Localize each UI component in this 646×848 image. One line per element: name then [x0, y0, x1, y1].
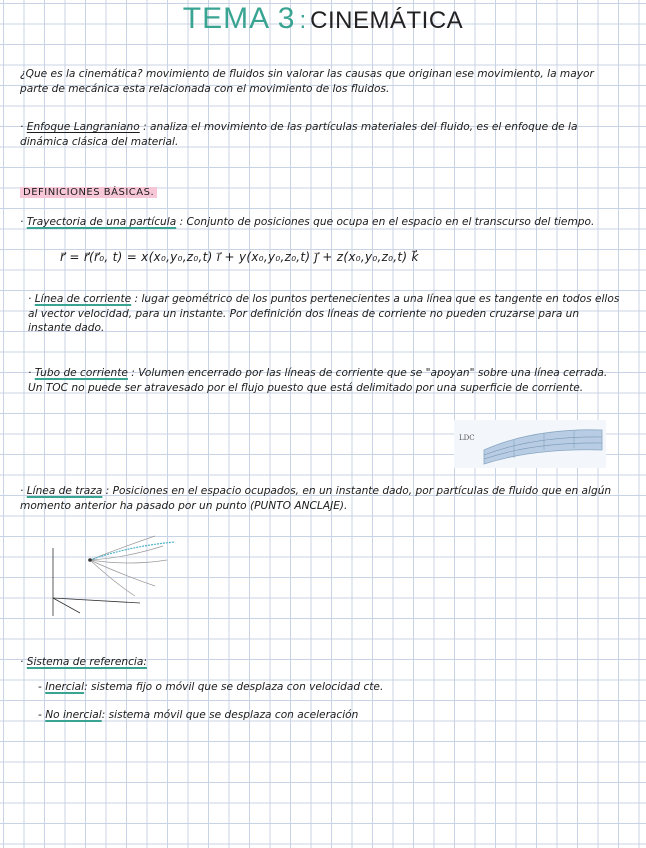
sistema-item-1: - Inercial: sistema fijo o móvil que se desplaza con velocidad cte.: [38, 681, 384, 693]
title-main: TEMA 3: [182, 2, 296, 35]
axis-y: [53, 598, 140, 603]
streakline-figure: [35, 528, 180, 618]
linea-corriente-term: Línea de corriente: [34, 293, 132, 305]
lagrange-text: : analiza el movimiento de las partículas materiales del fluido, es el enfoque de la dinámica clásica del material.: [20, 121, 578, 148]
pathline-3: [90, 560, 167, 563]
stream-tube-figure: [454, 420, 606, 468]
axis-x: [53, 598, 80, 613]
linea-traza-text: : Posiciones en el espacio ocupados, en un instante dado, por partículas de fluido que en algún momento anterior ha pasado por un punto (PUNTO ANCLAJE).: [20, 485, 612, 512]
pathline-4: [90, 560, 155, 586]
title-colon: :: [299, 7, 307, 34]
pathline-2: [90, 546, 163, 560]
tubo-corriente-term: Tubo de corriente: [34, 367, 128, 379]
tubo-corriente-text: : Volumen encerrado por las líneas de corriente que se "apoyan" sobre una línea cerrada. Un TOC no puede ser atravesado por el flujo puesto que está delimitado por una superficie de corriente.: [28, 367, 608, 394]
pathline-5: [90, 560, 135, 596]
definitions-heading: DEFINICIONES BÁSICAS.: [20, 187, 157, 198]
tube-label: LDC: [459, 434, 475, 442]
sistema-item-2-text: : sistema móvil que se desplaza con aceleración: [101, 709, 359, 721]
sistema-item-2: - No inercial: sistema móvil que se desplaza con aceleración: [38, 709, 359, 721]
sistema-referencia-heading: Sistema de referencia:: [26, 656, 147, 668]
title-sub: CINEMÁTICA: [310, 7, 464, 34]
sistema-item-2-term: No inercial: [45, 709, 102, 721]
lagrange-paragraph: · Enfoque Langraniano : analiza el movimiento de las partículas materiales del fluido, es el enfoque de la dinámica clásica del material.: [20, 121, 578, 148]
linea-corriente-text: : lugar geométrico de los puntos pertenecientes a una línea que es tangente en todos ellos al vector velocidad, para un instante. Por definición dos líneas de corriente no pueden cruzarse para un instante dado.: [28, 293, 620, 334]
linea-traza-paragraph: · Línea de traza : Posiciones en el espacio ocupados, en un instante dado, por partículas de fluido que en algún momento anterior ha pasado por un punto (PUNTO ANCLAJE).: [20, 485, 612, 512]
trayectoria-paragraph: · Trayectoria de una partícula : Conjunto de posiciones que ocupa en el espacio en el transcurso del tiempo.: [20, 216, 595, 228]
intro-paragraph: [20, 67, 620, 96]
definitions-heading-wrap: [20, 180, 157, 199]
page-title: [0, 2, 646, 36]
sistema-item-1-term: Inercial: [45, 681, 85, 693]
anchor-point: [88, 558, 92, 562]
trayectoria-term: Trayectoria de una partícula: [26, 216, 177, 228]
tubo-corriente-paragraph: · Tubo de corriente : Volumen encerrado por las líneas de corriente que se "apoyan" sobre una línea cerrada. Un TOC no puede ser atravesado por el flujo puesto que está delimitado por una superficie de corriente.: [28, 367, 608, 394]
streakline: [90, 542, 175, 560]
intro-answer: movimiento de fluidos sin valorar las causas que originan ese movimiento, la mayor parte de mecánica esta relacionada con el movimiento de los fluidos.: [20, 68, 594, 95]
linea-corriente-paragraph: · Línea de corriente : lugar geométrico de los puntos pertenecientes a una línea que es tangente en todos ellos al vector velocidad, para un instante. Por definición dos líneas de corriente no pueden cruzarse para un instante dado.: [28, 293, 620, 334]
lagrange-term: Enfoque Langraniano: [26, 121, 140, 133]
sistema-item-1-text: : sistema fijo o móvil que se desplaza con velocidad cte.: [84, 681, 384, 693]
intro-question: ¿Que es la cinemática?: [20, 68, 143, 80]
linea-traza-term: Línea de traza: [26, 485, 103, 497]
trayectoria-text: : Conjunto de posiciones que ocupa en el espacio en el transcurso del tiempo.: [179, 216, 595, 228]
trayectoria-equation: r⃗ = r⃗(r⃗₀, t) = x(x₀,y₀,z₀,t) i⃗ + y(x₀,y₀,z₀,t) j⃗ + z(x₀,y₀,z₀,t) k⃗: [60, 250, 419, 264]
sistema-referencia-heading-wrap: · Sistema de referencia:: [20, 656, 147, 668]
